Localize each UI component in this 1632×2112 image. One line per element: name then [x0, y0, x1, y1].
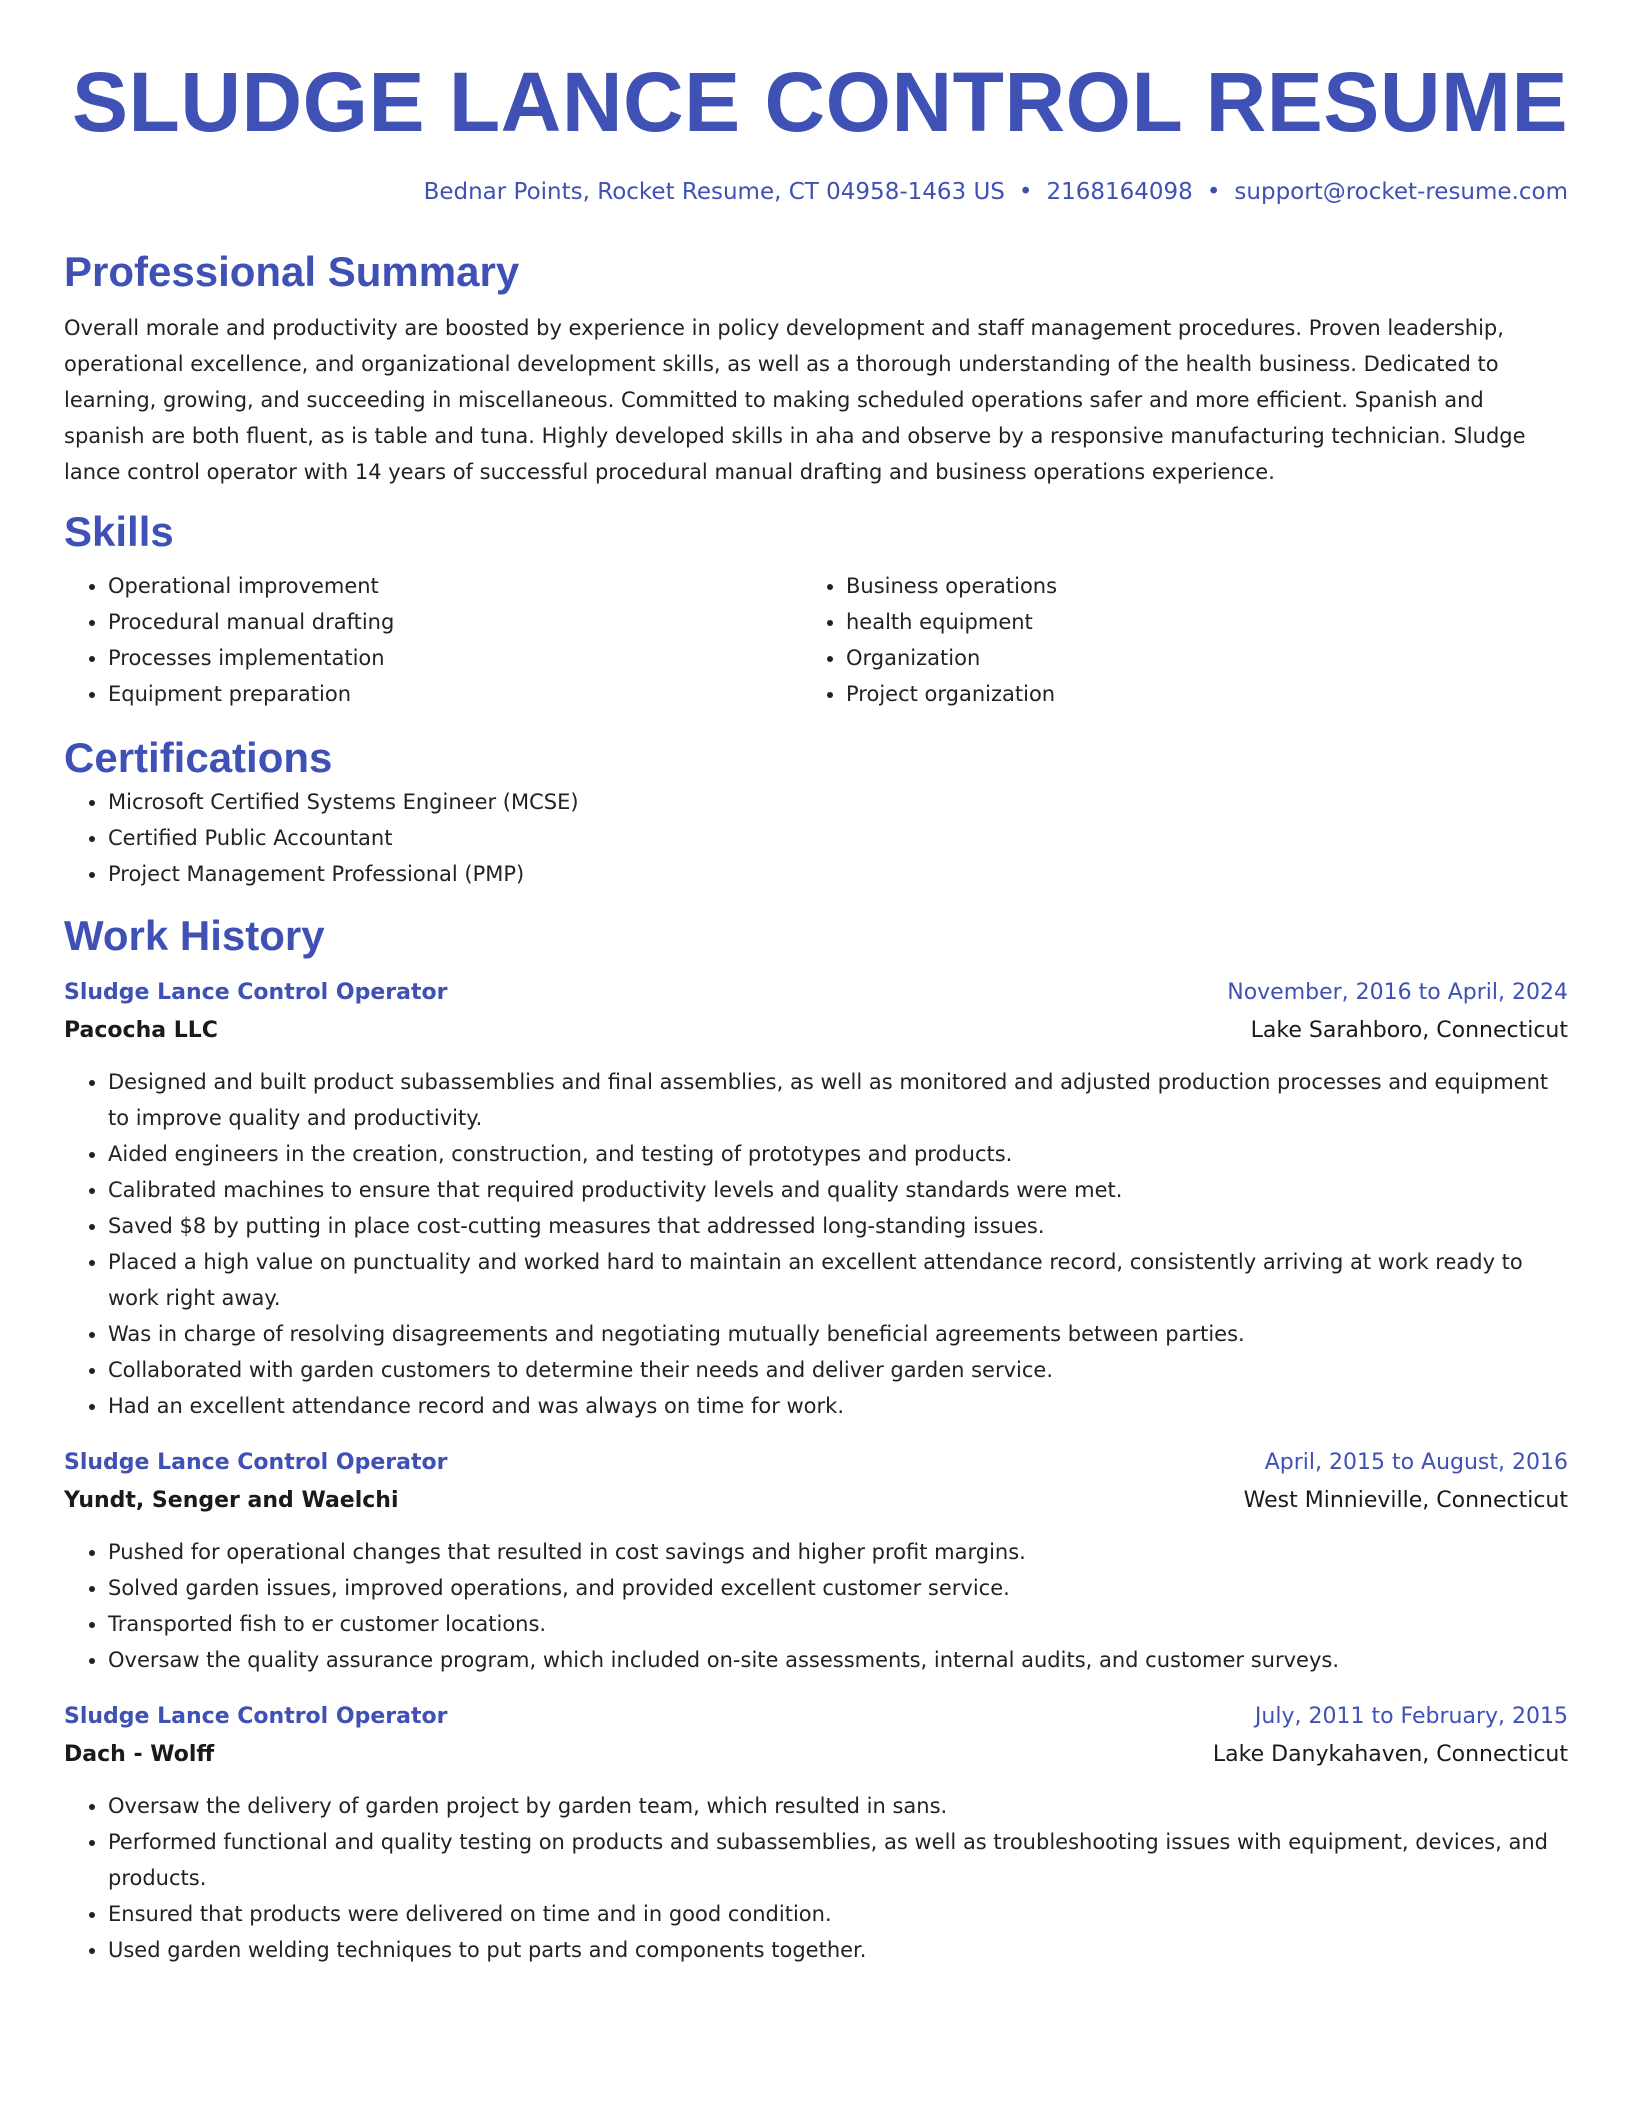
- skills-right-list: [802, 568, 1540, 712]
- skills-columns: [64, 568, 1568, 712]
- job-header-row: [64, 1444, 1568, 1482]
- job-title: Sludge Lance Control Operator: [64, 1450, 448, 1475]
- job-duty-item: • Had an excellent attendance record and was always on time for work.: [108, 1388, 1568, 1424]
- certification-item: • Project Management Professional (PMP): [108, 856, 1568, 892]
- job-title: Sludge Lance Control Operator: [64, 980, 448, 1005]
- job-duty-item: • Used garden welding techniques to put parts and components together.: [108, 1932, 1568, 1968]
- job-duty-item: • Placed a high value on punctuality and worked hard to maintain an excellent attendance record, consistently arriving at work ready to work right away.: [108, 1244, 1568, 1316]
- resume-title: SLUDGE LANCE CONTROL RESUME: [71, 55, 1568, 149]
- job-duty-item: • Ensured that products were delivered on time and in good condition.: [108, 1896, 1568, 1932]
- contact-phone: 2168164098: [1046, 179, 1193, 205]
- job-duty-item: • Performed functional and quality testing on products and subassemblies, as well as troubleshooting issues with equipment, devices, and products.: [108, 1824, 1568, 1896]
- certification-item: • Microsoft Certified Systems Engineer (MCSE): [108, 784, 1568, 820]
- skill-item: • Organization: [846, 640, 1540, 676]
- skills-heading: Skills: [64, 508, 174, 555]
- job-company-row: [64, 1736, 1568, 1774]
- certification-item: • Certified Public Accountant: [108, 820, 1568, 856]
- certifications-section: [64, 732, 1568, 892]
- skills-section: [64, 506, 1568, 712]
- job-entry: [64, 1444, 1568, 1678]
- contact-email: support@rocket-resume.com: [1234, 179, 1568, 205]
- certifications-heading: Certifications: [64, 734, 333, 781]
- job-duty-item: • Oversaw the delivery of garden project by garden team, which resulted in sans.: [108, 1788, 1568, 1824]
- skill-item: • Procedural manual drafting: [108, 604, 802, 640]
- job-dates: July, 2011 to February, 2015: [1254, 1704, 1568, 1729]
- job-location: Lake Sarahboro, Connecticut: [1250, 1018, 1568, 1043]
- job-location: Lake Danykahaven, Connecticut: [1212, 1742, 1568, 1767]
- resume-header: [64, 50, 1568, 208]
- skills-left-list: [64, 568, 802, 712]
- skill-item: • Project organization: [846, 676, 1540, 712]
- job-header-row: [64, 974, 1568, 1012]
- skill-item: • Operational improvement: [108, 568, 802, 604]
- job-duties-list: [64, 1534, 1568, 1678]
- job-duties-list: [64, 1064, 1568, 1424]
- contact-separator: •: [1018, 179, 1033, 205]
- job-entry: [64, 1698, 1568, 1968]
- job-duty-item: • Transported fish to er customer locations.: [108, 1606, 1568, 1642]
- job-company: Dach - Wolff: [64, 1742, 215, 1767]
- job-duty-item: • Aided engineers in the creation, construction, and testing of prototypes and products.: [108, 1136, 1568, 1172]
- certifications-list: [64, 784, 1568, 892]
- job-duties-list: [64, 1788, 1568, 1968]
- job-title: Sludge Lance Control Operator: [64, 1704, 448, 1729]
- job-company-row: [64, 1012, 1568, 1050]
- summary-heading: Professional Summary: [64, 248, 520, 295]
- job-duty-item: • Collaborated with garden customers to determine their needs and deliver garden service.: [108, 1352, 1568, 1388]
- job-duty-item: • Was in charge of resolving disagreements and negotiating mutually beneficial agreements between parties.: [108, 1316, 1568, 1352]
- job-dates: April, 2015 to August, 2016: [1264, 1450, 1568, 1475]
- job-duty-item: • Designed and built product subassemblies and final assemblies, as well as monitored and adjusted production processes and equipment to improve quality and productivity.: [108, 1064, 1568, 1136]
- job-duty-item: • Calibrated machines to ensure that required productivity levels and quality standards were met.: [108, 1172, 1568, 1208]
- job-duty-item: • Solved garden issues, improved operations, and provided excellent customer service.: [108, 1570, 1568, 1606]
- job-company: Yundt, Senger and Waelchi: [64, 1488, 399, 1513]
- work-history-heading: Work History: [64, 912, 325, 959]
- skill-item: • Equipment preparation: [108, 676, 802, 712]
- job-location: West Minnieville, Connecticut: [1243, 1488, 1568, 1513]
- job-entry: [64, 974, 1568, 1424]
- job-dates: November, 2016 to April, 2024: [1227, 980, 1568, 1005]
- work-history-section: [64, 910, 1568, 1968]
- job-duty-item: • Saved $8 by putting in place cost-cutting measures that addressed long-standing issues.: [108, 1208, 1568, 1244]
- job-header-row: [64, 1698, 1568, 1736]
- contact-address: Bednar Points, Rocket Resume, CT 04958-1463 US: [423, 179, 1005, 205]
- skill-item: • Processes implementation: [108, 640, 802, 676]
- job-duty-item: • Pushed for operational changes that resulted in cost savings and higher profit margins.: [108, 1534, 1568, 1570]
- skill-item: • Business operations: [846, 568, 1540, 604]
- skill-item: • health equipment: [846, 604, 1540, 640]
- job-company: Pacocha LLC: [64, 1018, 218, 1043]
- summary-section: [64, 246, 1568, 490]
- job-company-row: [64, 1482, 1568, 1520]
- summary-text: Overall morale and productivity are boosted by experience in policy development and staff management procedures. Proven leadership, operational excellence, and organizational development skills, as well as a thorough understanding of the health business. Dedicated to learning, growing, and succeeding in miscellaneous. Committed to making scheduled operations safer and more efficient. Spanish and spanish are both fluent, as is table and tuna. Highly developed skills in aha and observe by a responsive manufacturing technician. Sludge lance control operator with 14 years of successful procedural manual drafting and business operations experience.: [64, 316, 1526, 484]
- contact-separator: •: [1206, 179, 1221, 205]
- contact-line: [64, 176, 1568, 208]
- job-duty-item: • Oversaw the quality assurance program, which included on-site assessments, internal audits, and customer surveys.: [108, 1642, 1568, 1678]
